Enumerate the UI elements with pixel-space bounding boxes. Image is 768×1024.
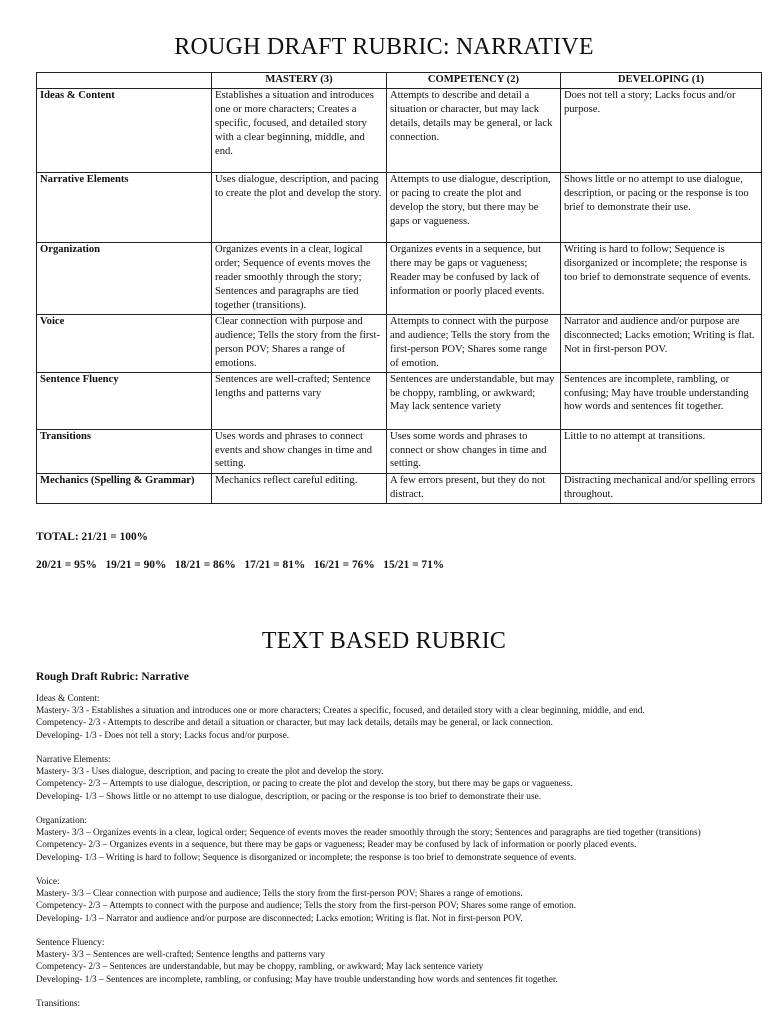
section-line: Developing- 1/3 – Writing is hard to follow; Sequence is disorganized or incomplete; the response is too brief to demonstrate sequence of events. bbox=[36, 852, 577, 863]
section-heading: Ideas & Content: bbox=[36, 694, 100, 704]
section-heading: Transitions: bbox=[36, 999, 81, 1009]
mastery-cell: Uses dialogue, description, and pacing to create the plot and develop the story. bbox=[212, 173, 387, 243]
competency-cell: Organizes events in a sequence, but there may be gaps or vagueness; Reader may be confused by lack of information or poorly placed events. bbox=[387, 243, 561, 315]
section-line: Mastery- 3/3 - Uses dialogue, description, and pacing to create the plot and develop the story. bbox=[36, 767, 384, 778]
developing-cell: Sentences are incomplete, rambling, or confusing; May have trouble understanding how words and sentences fit together. bbox=[560, 372, 761, 429]
section-line: Competency- 2/3 – Attempts to use dialogue, description, or pacing to create the plot and develop the story, but there may be gaps or vagueness. bbox=[36, 779, 573, 790]
section-line: Mastery- 3/3 – Clear connection with purpose and audience; Tells the story from the first-person POV; Shares a range of emotions. bbox=[36, 889, 523, 900]
text-rubric-subtitle: Rough Draft Rubric: Narrative bbox=[36, 671, 189, 683]
developing-cell: Distracting mechanical and/or spelling errors throughout. bbox=[560, 473, 761, 503]
section-heading: Sentence Fluency: bbox=[36, 938, 105, 948]
header-competency: COMPETENCY (2) bbox=[387, 73, 561, 89]
criterion-cell: Sentence Fluency bbox=[37, 372, 212, 429]
header-developing: DEVELOPING (1) bbox=[560, 73, 761, 89]
mastery-cell: Establishes a situation and introduces one or more characters; Creates a specific, focused, and detailed story with a clear beginning, middle, and end. bbox=[212, 89, 387, 173]
section-line: Mastery- 3/3 – Sentences are well-crafted; Sentence lengths and patterns vary bbox=[36, 950, 326, 961]
competency-cell: Sentences are understandable, but may be choppy, rambling, or awkward; May lack sentence variety bbox=[387, 372, 561, 429]
score-scale: 20/21 = 95% 19/21 = 90% 18/21 = 86% 17/21 = 81% 16/21 = 76% 15/21 = 71% bbox=[36, 559, 445, 571]
developing-cell: Little to no attempt at transitions. bbox=[560, 429, 761, 473]
page-title: ROUGH DRAFT RUBRIC: NARRATIVE bbox=[174, 34, 594, 60]
mastery-cell: Uses words and phrases to connect events and show changes in time and setting. bbox=[212, 429, 387, 473]
criterion-cell: Voice bbox=[37, 315, 212, 373]
developing-cell: Shows little or no attempt to use dialogue, description, or pacing or the response is too brief to demonstrate their use. bbox=[560, 173, 761, 243]
table-row bbox=[37, 243, 762, 315]
criterion-cell: Ideas & Content bbox=[37, 89, 212, 173]
table-row bbox=[37, 372, 762, 429]
mastery-cell: Mechanics reflect careful editing. bbox=[212, 473, 387, 503]
competency-cell: Attempts to describe and detail a situation or character, but may lack details, details may be general, or lack connection. bbox=[387, 89, 561, 173]
section-line: Competency- 2/3 - Attempts to describe and detail a situation or character, but may lack details, details may be general, or lack connection. bbox=[36, 718, 553, 729]
section-heading: Organization: bbox=[36, 816, 87, 826]
total-score: TOTAL: 21/21 = 100% bbox=[36, 531, 149, 543]
section-line: Competency- 2/3 – Sentences are understandable, but may be choppy, rambling, or awkward; May lack sentence variety bbox=[36, 962, 484, 973]
section-line: Developing- 1/3 – Sentences are incomplete, rambling, or confusing; May have trouble understanding how words and sentences fit together. bbox=[36, 974, 558, 985]
section-line: Developing- 1/3 – Narrator and audience and/or purpose are disconnected; Lacks emotion; Writing is flat. Not in first-person POV. bbox=[36, 913, 523, 924]
criterion-cell: Mechanics (Spelling & Grammar) bbox=[37, 473, 212, 503]
mastery-cell: Organizes events in a clear, logical order; Sequence of events moves the reader smoothly through the story; Sentences and paragraphs are tied together (transitions). bbox=[212, 243, 387, 315]
text-rubric-title: TEXT BASED RUBRIC bbox=[261, 628, 507, 654]
table-row bbox=[37, 89, 762, 173]
mastery-cell: Clear connection with purpose and audience; Tells the story from the first-person POV; Shares a range of emotions. bbox=[212, 315, 387, 373]
mastery-cell: Sentences are well-crafted; Sentence lengths and patterns vary bbox=[212, 372, 387, 429]
criterion-cell: Narrative Elements bbox=[37, 173, 212, 243]
section-heading: Voice: bbox=[36, 877, 60, 887]
table-row bbox=[37, 315, 762, 373]
text-rubric-body bbox=[36, 693, 736, 1010]
criterion-cell: Organization bbox=[37, 243, 212, 315]
rubric-table bbox=[36, 72, 762, 504]
section-line: Developing- 1/3 – Shows little or no attempt to use dialogue, description, or pacing or the response is too brief to demonstrate their use. bbox=[36, 791, 542, 802]
competency-cell: Uses some words and phrases to connect or show changes in time and setting. bbox=[387, 429, 561, 473]
table-header-row bbox=[37, 73, 762, 89]
developing-cell: Narrator and audience and/or purpose are disconnected; Lacks emotion; Writing is flat. Not in first-person POV. bbox=[560, 315, 761, 373]
section-line: Mastery- 3/3 - Establishes a situation and introduces one or more characters; Creates a specific, focused, and detailed story with a clear beginning, middle, and end. bbox=[36, 706, 645, 717]
developing-cell: Writing is hard to follow; Sequence is disorganized or incomplete; the response is too brief to demonstrate sequence of events. bbox=[560, 243, 761, 315]
criterion-cell: Transitions bbox=[37, 429, 212, 473]
header-mastery: MASTERY (3) bbox=[212, 73, 387, 89]
table-row bbox=[37, 429, 762, 473]
section-heading: Narrative Elements: bbox=[36, 755, 111, 765]
competency-cell: Attempts to connect with the purpose and audience; Tells the story from the first-person POV; Shares some range of emotion. bbox=[387, 315, 561, 373]
table-row bbox=[37, 173, 762, 243]
section-line: Developing- 1/3 - Does not tell a story; Lacks focus and/or purpose. bbox=[36, 730, 290, 741]
competency-cell: Attempts to use dialogue, description, or pacing to create the plot and develop the story, but there may be gaps or vagueness. bbox=[387, 173, 561, 243]
table-row bbox=[37, 473, 762, 503]
competency-cell: A few errors present, but they do not distract. bbox=[387, 473, 561, 503]
section-line: Competency- 2/3 – Attempts to connect with the purpose and audience; Tells the story from the first-person POV; Shares some range of emotion. bbox=[36, 901, 576, 912]
header-criterion bbox=[37, 73, 212, 89]
section-line: Competency- 2/3 – Organizes events in a sequence, but there may be gaps or vagueness; Reader may be confused by lack of information or poorly placed events. bbox=[36, 840, 637, 851]
developing-cell: Does not tell a story; Lacks focus and/or purpose. bbox=[560, 89, 761, 173]
section-line: Mastery- 3/3 – Organizes events in a clear, logical order; Sequence of events moves the reader smoothly through the story; Sentences and paragraphs are tied together (transitions) bbox=[36, 828, 701, 839]
